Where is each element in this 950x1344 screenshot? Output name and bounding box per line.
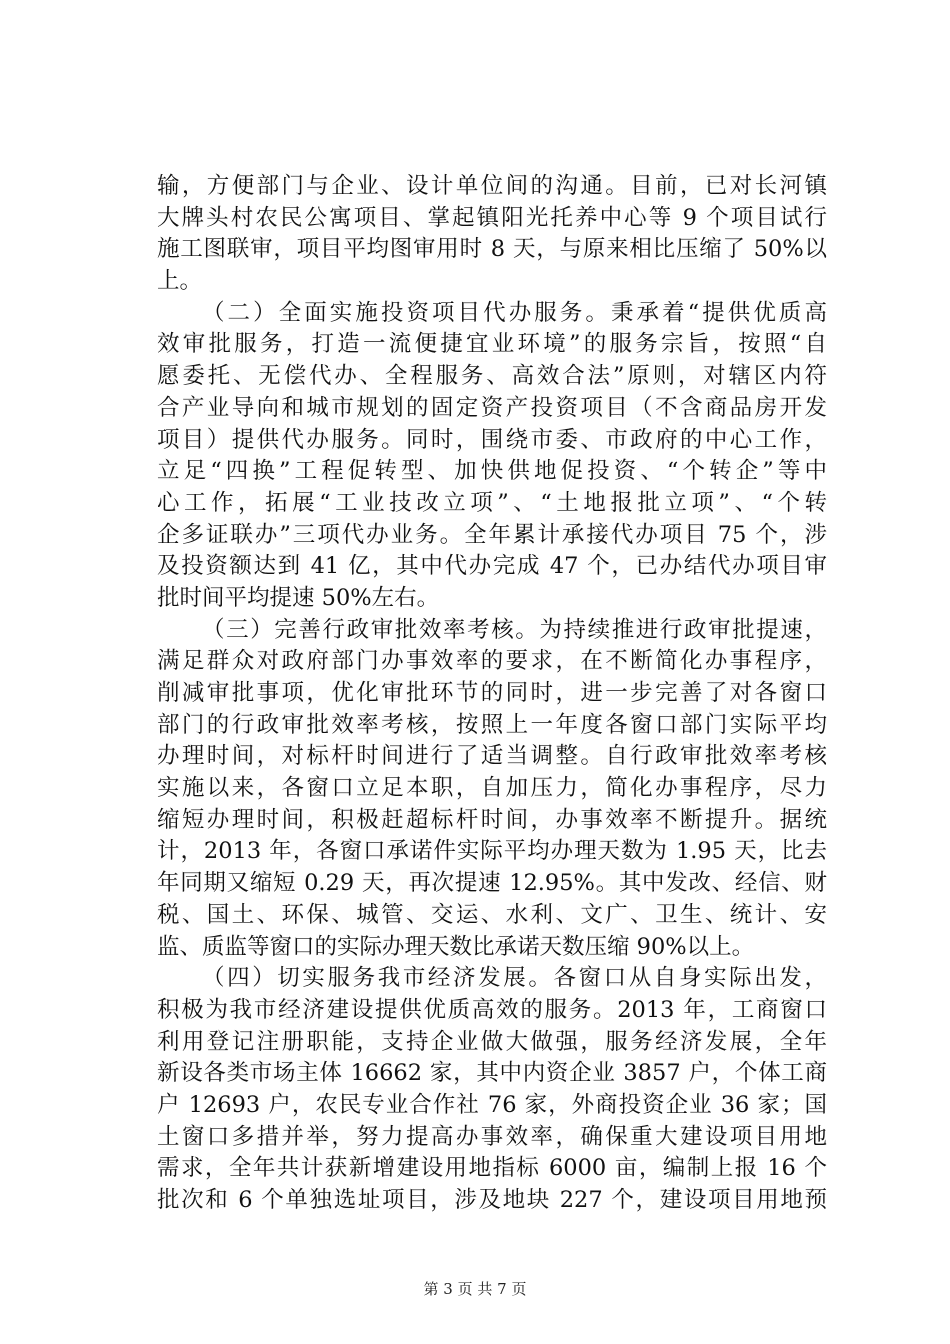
page-number-footer: 第 3 页 共 7 页	[423, 1280, 527, 1298]
body-line: 批时间平均提速 50%左右。	[157, 584, 440, 611]
body-line: 年同期又缩短 0.29 天，再次提速 12.95%。其中发改、经信、财	[157, 870, 827, 897]
body-line: 计，2013 年，各窗口承诺件实际平均办理天数为 1.95 天，比去	[157, 838, 827, 865]
body-line: 输，方便部门与企业、设计单位间的沟通。目前，已对长河镇	[157, 173, 827, 199]
body-line: 心工作，拓展“工业技改立项”、“土地报批立项”、“个转	[157, 489, 827, 516]
body-line: 利用登记注册职能，支持企业做大做强，服务经济发展，全年	[157, 1028, 827, 1055]
body-line: 及投资额达到 41 亿，其中代办完成 47 个，已办结代办项目审	[157, 553, 827, 580]
body-line: 办理时间，对标杆时间进行了适当调整。自行政审批效率考核	[157, 743, 827, 770]
body-line: 新设各类市场主体 16662 家，其中内资企业 3857 户，个体工商	[157, 1060, 827, 1087]
body-line: 部门的行政审批效率考核，按照上一年度各窗口部门实际平均	[157, 711, 827, 738]
body-line: 税、国土、环保、城管、交运、水利、文广、卫生、统计、安	[157, 901, 827, 928]
paragraph-start-line: （四）切实服务我市经济发展。各窗口从自身实际出发，	[202, 965, 827, 992]
body-line: 积极为我市经济建设提供优质高效的服务。2013 年，工商窗口	[157, 996, 827, 1023]
body-line: 需求，全年共计获新增建设用地指标 6000 亩，编制上报 16 个	[157, 1155, 827, 1182]
body-line: 削减审批事项，优化审批环节的同时，进一步完善了对各窗口	[157, 680, 827, 706]
body-line: 效审批服务，打造一流便捷宜业环境”的服务宗旨，按照“自	[157, 331, 827, 358]
body-line: 土窗口多措并举，努力提高办事效率，确保重大建设项目用地	[157, 1123, 827, 1150]
body-line: 缩短办理时间，积极赶超标杆时间，办事效率不断提升。据统	[157, 806, 827, 833]
paragraph-start-line: （三）完善行政审批效率考核。为持续推进行政审批提速，	[202, 616, 827, 643]
body-line: 企多证联办”三项代办业务。全年累计承接代办项目 75 个，涉	[157, 521, 827, 548]
body-line: 立足“四换”工程促转型、加快供地促投资、“个转企”等中	[157, 458, 827, 485]
body-line: 项目）提供代办服务。同时，围绕市委、市政府的中心工作，	[157, 426, 827, 453]
body-line: 监、质监等窗口的实际办理天数比承诺天数压缩 90%以上。	[157, 933, 755, 960]
body-line: 上。	[157, 268, 203, 295]
body-line: 户 12693 户，农民专业合作社 76 家，外商投资企业 36 家；国	[157, 1091, 827, 1118]
paragraph-start-line: （二）全面实施投资项目代办服务。秉承着“提供优质高	[202, 299, 827, 326]
body-line: 批次和 6 个单独选址项目，涉及地块 227 个，建设项目用地预	[157, 1187, 827, 1213]
body-line: 大牌头村农民公寓项目、掌起镇阳光托养中心等 9 个项目试行	[157, 204, 827, 231]
body-line: 愿委托、无偿代办、全程服务、高效合法”原则，对辖区内符	[157, 363, 827, 390]
body-line: 满足群众对政府部门办事效率的要求，在不断简化办事程序，	[157, 648, 827, 675]
body-line: 合产业导向和城市规划的固定资产投资项目（不含商品房开发	[157, 394, 827, 421]
body-line: 实施以来，各窗口立足本职，自加压力，简化办事程序，尽力	[157, 775, 827, 802]
body-line: 施工图联审，项目平均图审用时 8 天，与原来相比压缩了 50%以	[157, 236, 827, 263]
document-body	[157, 171, 827, 1217]
